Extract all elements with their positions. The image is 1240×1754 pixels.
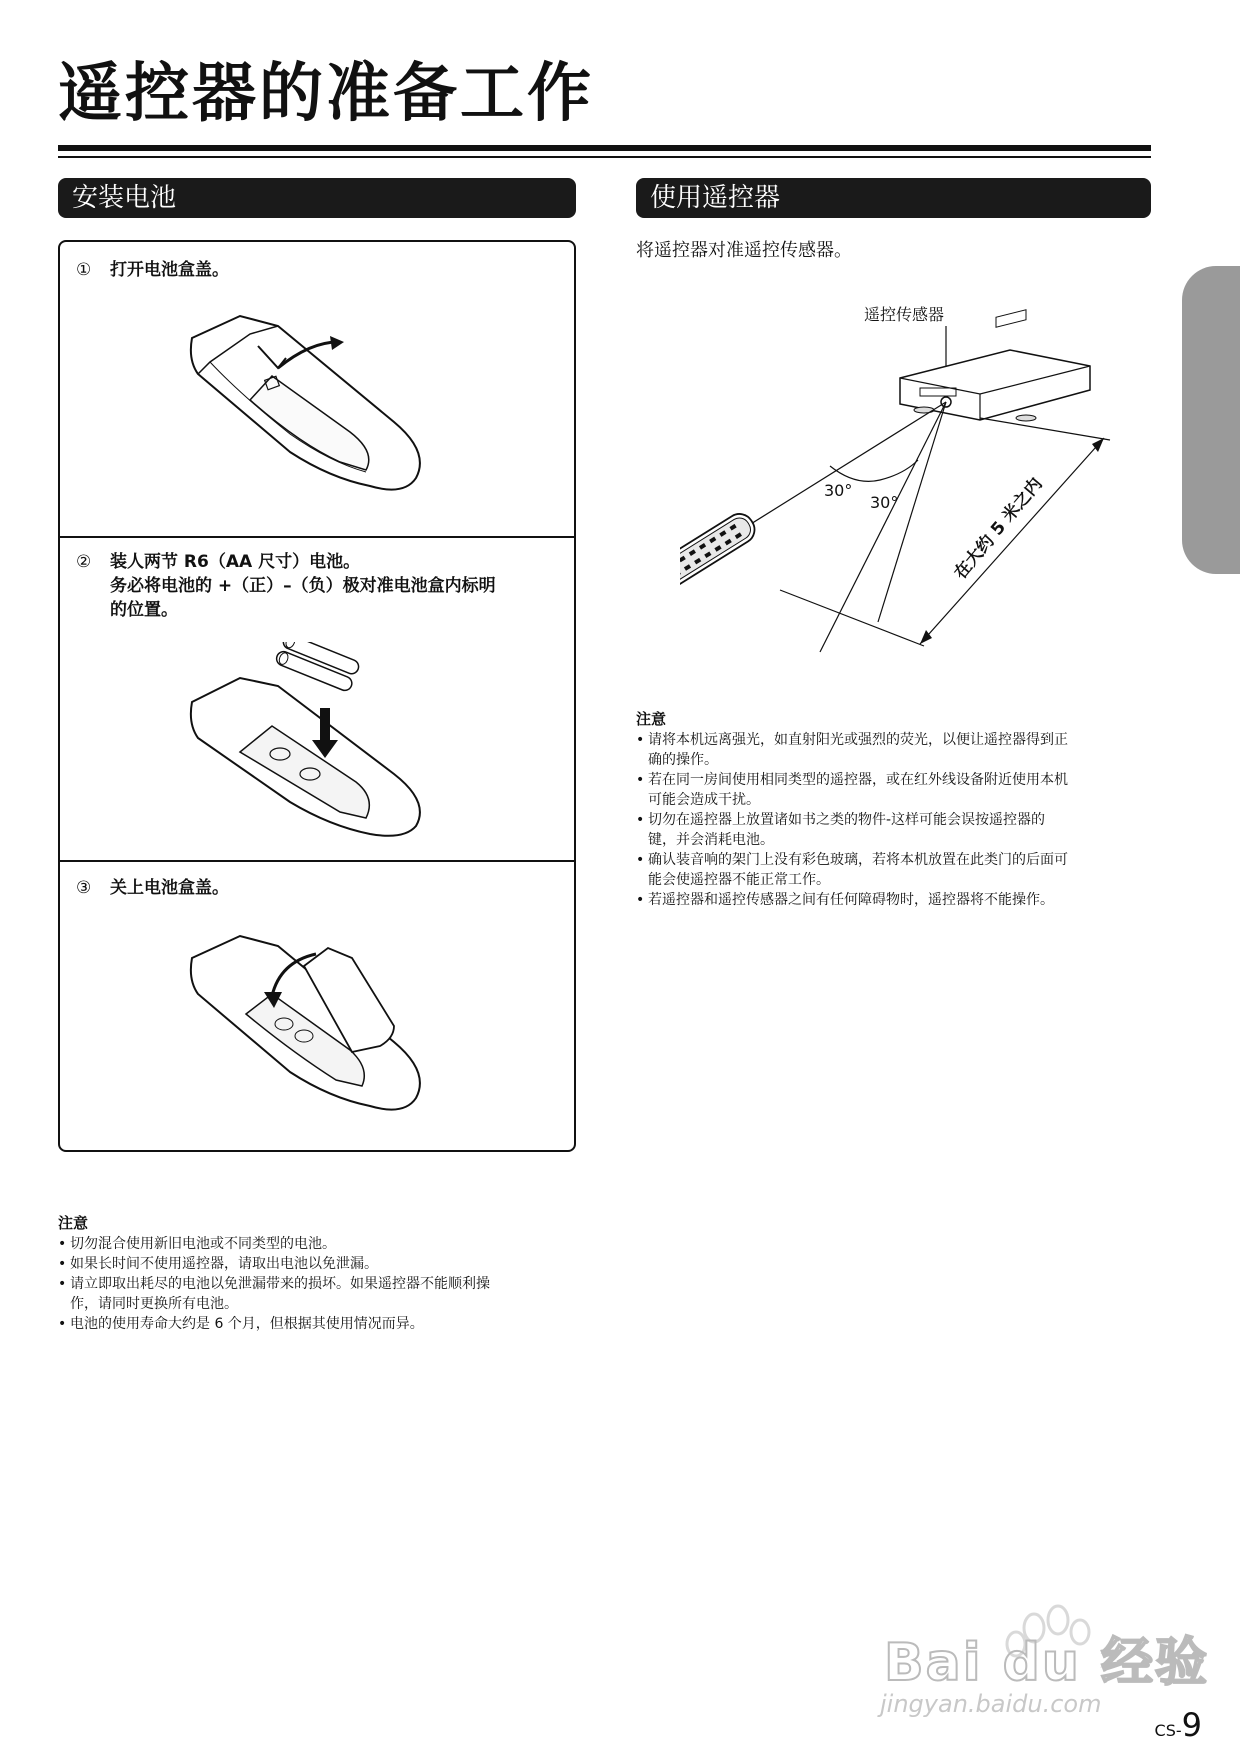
use-note-3 [636, 810, 1156, 850]
use-note-4 [636, 850, 1156, 890]
use-notes-list [636, 730, 1156, 910]
battery-note-1-line-1: 切勿混合使用新旧电池或不同类型的电池。 [70, 1236, 336, 1252]
page-title: 遥控器的准备工作 [58, 57, 594, 131]
battery-note-4-line-1: 电池的使用寿命大约是 6 个月，但根据其使用情况而异。 [70, 1316, 424, 1332]
use-note-2 [636, 770, 1156, 810]
range-axis-line [820, 402, 946, 652]
step-1-text [76, 258, 229, 282]
step-divider-2 [60, 860, 574, 862]
page-number [1155, 1706, 1202, 1744]
battery-note-3 [58, 1274, 578, 1314]
step-2-text [76, 550, 496, 622]
step-3-line-1: 关上电池盒盖。 [110, 878, 229, 898]
use-notes-title: 注意 [636, 710, 667, 728]
battery-note-3-line-2: 作，请同时更换所有电池。 [70, 1296, 238, 1312]
chapter-side-tab [1182, 266, 1240, 574]
use-note-3-line-1: 切勿在遥控器上放置诸如书之类的物件-这样可能会误按遥控器的 [648, 812, 1046, 828]
watermark-url: jingyan.baidu.com [880, 1690, 1102, 1718]
range-dimension-line [920, 438, 1104, 644]
use-note-4-line-2: 能会使遥控器不能正常工作。 [648, 872, 830, 888]
range-extent-line-top [980, 418, 1110, 440]
remote-range-diagram [680, 290, 1150, 680]
step-1-number: ① [76, 260, 92, 280]
battery-note-4 [58, 1314, 578, 1334]
step-3-text [76, 876, 229, 900]
angle-arc [830, 460, 918, 481]
step-3-number: ③ [76, 878, 92, 898]
use-note-4-line-1: 确认装音响的架门上没有彩色玻璃，若将本机放置在此类门的后面可 [648, 852, 1068, 868]
page-number-value: 9 [1181, 1706, 1202, 1744]
range-label: 在大约 5 米之内 [950, 474, 1047, 584]
use-remote-heading: 使用遥控器 [636, 178, 1151, 218]
title-rule-thick [58, 145, 1151, 151]
step-divider-1 [60, 536, 574, 538]
title-rule-thin [58, 156, 1151, 158]
watermark-brand: Bai du 经验 [884, 1633, 1209, 1693]
sensor-label: 遥控传感器 [863, 305, 945, 324]
range-center-line [878, 402, 946, 622]
use-note-2-line-1: 若在同一房间使用相同类型的遥控器，或在红外线设备附近使用本机 [648, 772, 1068, 788]
use-note-2-line-2: 可能会造成干扰。 [648, 792, 760, 808]
step-2-line-2: 务必将电池的 +（正）–（负）极对准电池盒内标明 [110, 576, 496, 596]
angle-right-label: 30° [870, 493, 899, 512]
use-note-5 [636, 890, 1156, 910]
use-note-3-line-2: 键，并会消耗电池。 [648, 832, 774, 848]
step-1-line-1: 打开电池盒盖。 [110, 260, 229, 280]
step-2-line-3: 的位置。 [110, 600, 178, 620]
angle-left-label: 30° [824, 481, 853, 500]
remote-control-drawing [680, 509, 760, 593]
install-battery-heading: 安装电池 [58, 178, 576, 218]
step-2-number: ② [76, 552, 92, 572]
battery-note-2-line-1: 如果长时间不使用遥控器，请取出电池以免泄漏。 [70, 1256, 378, 1272]
use-note-1 [636, 730, 1156, 770]
open-cover-illustration [180, 302, 490, 502]
battery-note-1 [58, 1234, 578, 1254]
battery-note-2 [58, 1254, 578, 1274]
receiver-unit [900, 310, 1090, 421]
use-remote-intro: 将遥控器对准遥控传感器。 [636, 240, 852, 261]
use-note-1-line-2: 确的操作。 [648, 752, 718, 768]
insert-batteries-illustration [180, 642, 490, 842]
battery-steps-box [58, 240, 576, 1152]
range-extent-line-bottom [780, 590, 924, 646]
page-prefix: CS- [1154, 1721, 1182, 1740]
use-note-1-line-1: 请将本机远离强光，如直射阳光或强烈的荧光，以便让遥控器得到正 [648, 732, 1068, 748]
battery-note-3-line-1: 请立即取出耗尽的电池以免泄漏带来的损坏。如果遥控器不能顺利操 [70, 1276, 490, 1292]
battery-notes-list [58, 1234, 578, 1334]
use-note-5-line-1: 若遥控器和遥控传感器之间有任何障碍物时，遥控器将不能操作。 [648, 892, 1054, 908]
step-2-line-1: 装人两节 R6（AA 尺寸）电池。 [110, 552, 361, 572]
close-cover-illustration [180, 922, 490, 1122]
battery-notes-title: 注意 [58, 1214, 89, 1232]
